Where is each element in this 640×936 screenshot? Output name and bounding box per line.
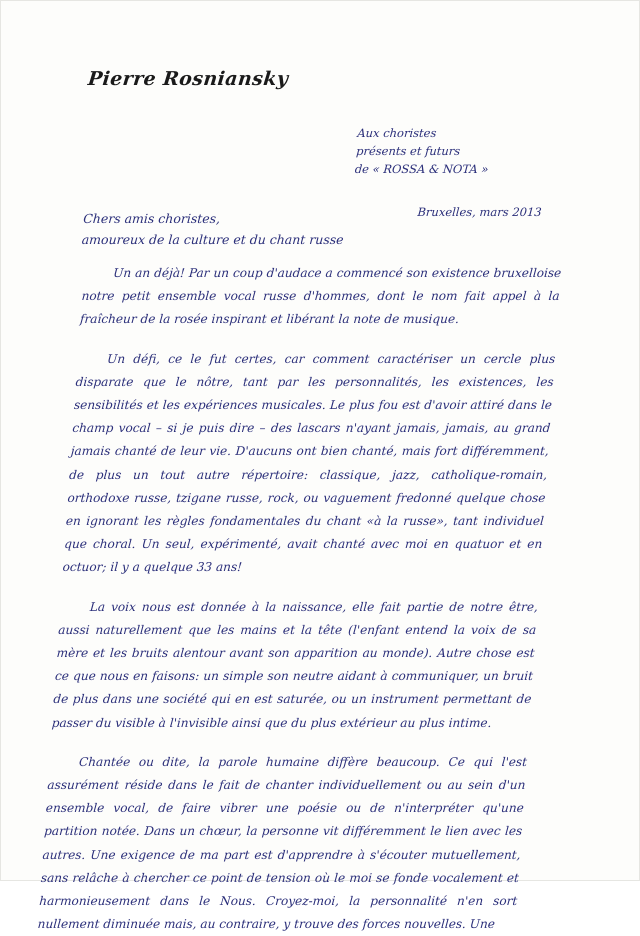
letterhead-name: Pierre Rosniansky xyxy=(86,68,290,90)
dateline: Bruxelles, mars 2013 xyxy=(417,205,543,219)
addressee-line-3: de « ROSSA & NOTA » xyxy=(354,162,489,176)
addressee-line-1: Aux choristes xyxy=(356,126,437,140)
salutation-line-2: amoureux de la culture et du chant russe xyxy=(81,232,345,247)
salutation-block xyxy=(81,208,346,250)
body-paragraph: Un an déjà! Par un coup d'audace a commencé son existence bruxelloise notre petit ensemble vocal russe d'hommes, dont le nom fait appel à la fraîcheur de la rosée inspirant et libérant la note de musique. xyxy=(79,266,562,327)
body-paragraph: La voix nous est donnée à la naissance, elle fait partie de notre être, aussi naturellement que les mains et la tête (l'enfant entend la voix de sa mère et les bruits alentour avant son apparition au monde). Autre chose est ce que nous en faisons: un simple son neutre aidant à communiquer, un bruit de plus dans une société qui en est saturée, ou un instrument permettant de passer du visible à l'invisible ainsi que du plus extérieur au plus intime. xyxy=(51,599,539,730)
body-paragraph: Un défi, ce le fut certes, car comment caractériser un cercle plus disparate que le nôtre, tant par les personnalités, les existences, les sensibilités et les expériences musicales. Le plus fou est d'avoir attiré dans le champ vocal – si je puis dire – des lascars n'ayant jamais, jamais, au grand jamais chanté de leur vie. D'aucuns ont bien chanté, mais fort différemment, de plus un tout autre répertoire: classique, jazz, catholique-romain, orthodoxe russe, tzigane russe, rock, ou vaguement fredonné quelque chose en ignorant les règles fondamentales du chant «à la russe», tant individuel que choral. Un seul, expérimenté, avait chanté avec moi en quatuor et en octuor; il y a quelque 33 ans! xyxy=(62,351,556,575)
salutation-line-1: Chers amis choristes, xyxy=(82,211,221,226)
addressee-line-2: présents et futurs xyxy=(355,144,461,158)
body-paragraph: Chantée ou dite, la parole humaine diffère beaucoup. Ce qui l'est assurément réside dans le fait de chanter individuellement ou au sein d'un ensemble vocal, de faire vibrer une poésie ou de n'interpréter qu'une partition notée. Dans un chœur, la personne vit différemment le lien avec les autres. Une exigence de ma part est d'apprendre à s'écouter mutuellement, sans relâche à chercher ce point de tension où le moi se fonde vocalement et harmonieusement dans le Nous. Croyez-moi, la personnalité n'en sort nullement diminuée mais, au contraire, y trouve des forces nouvelles. Une xyxy=(37,754,528,932)
addressee-block xyxy=(354,124,598,178)
letter-body xyxy=(37,262,562,936)
